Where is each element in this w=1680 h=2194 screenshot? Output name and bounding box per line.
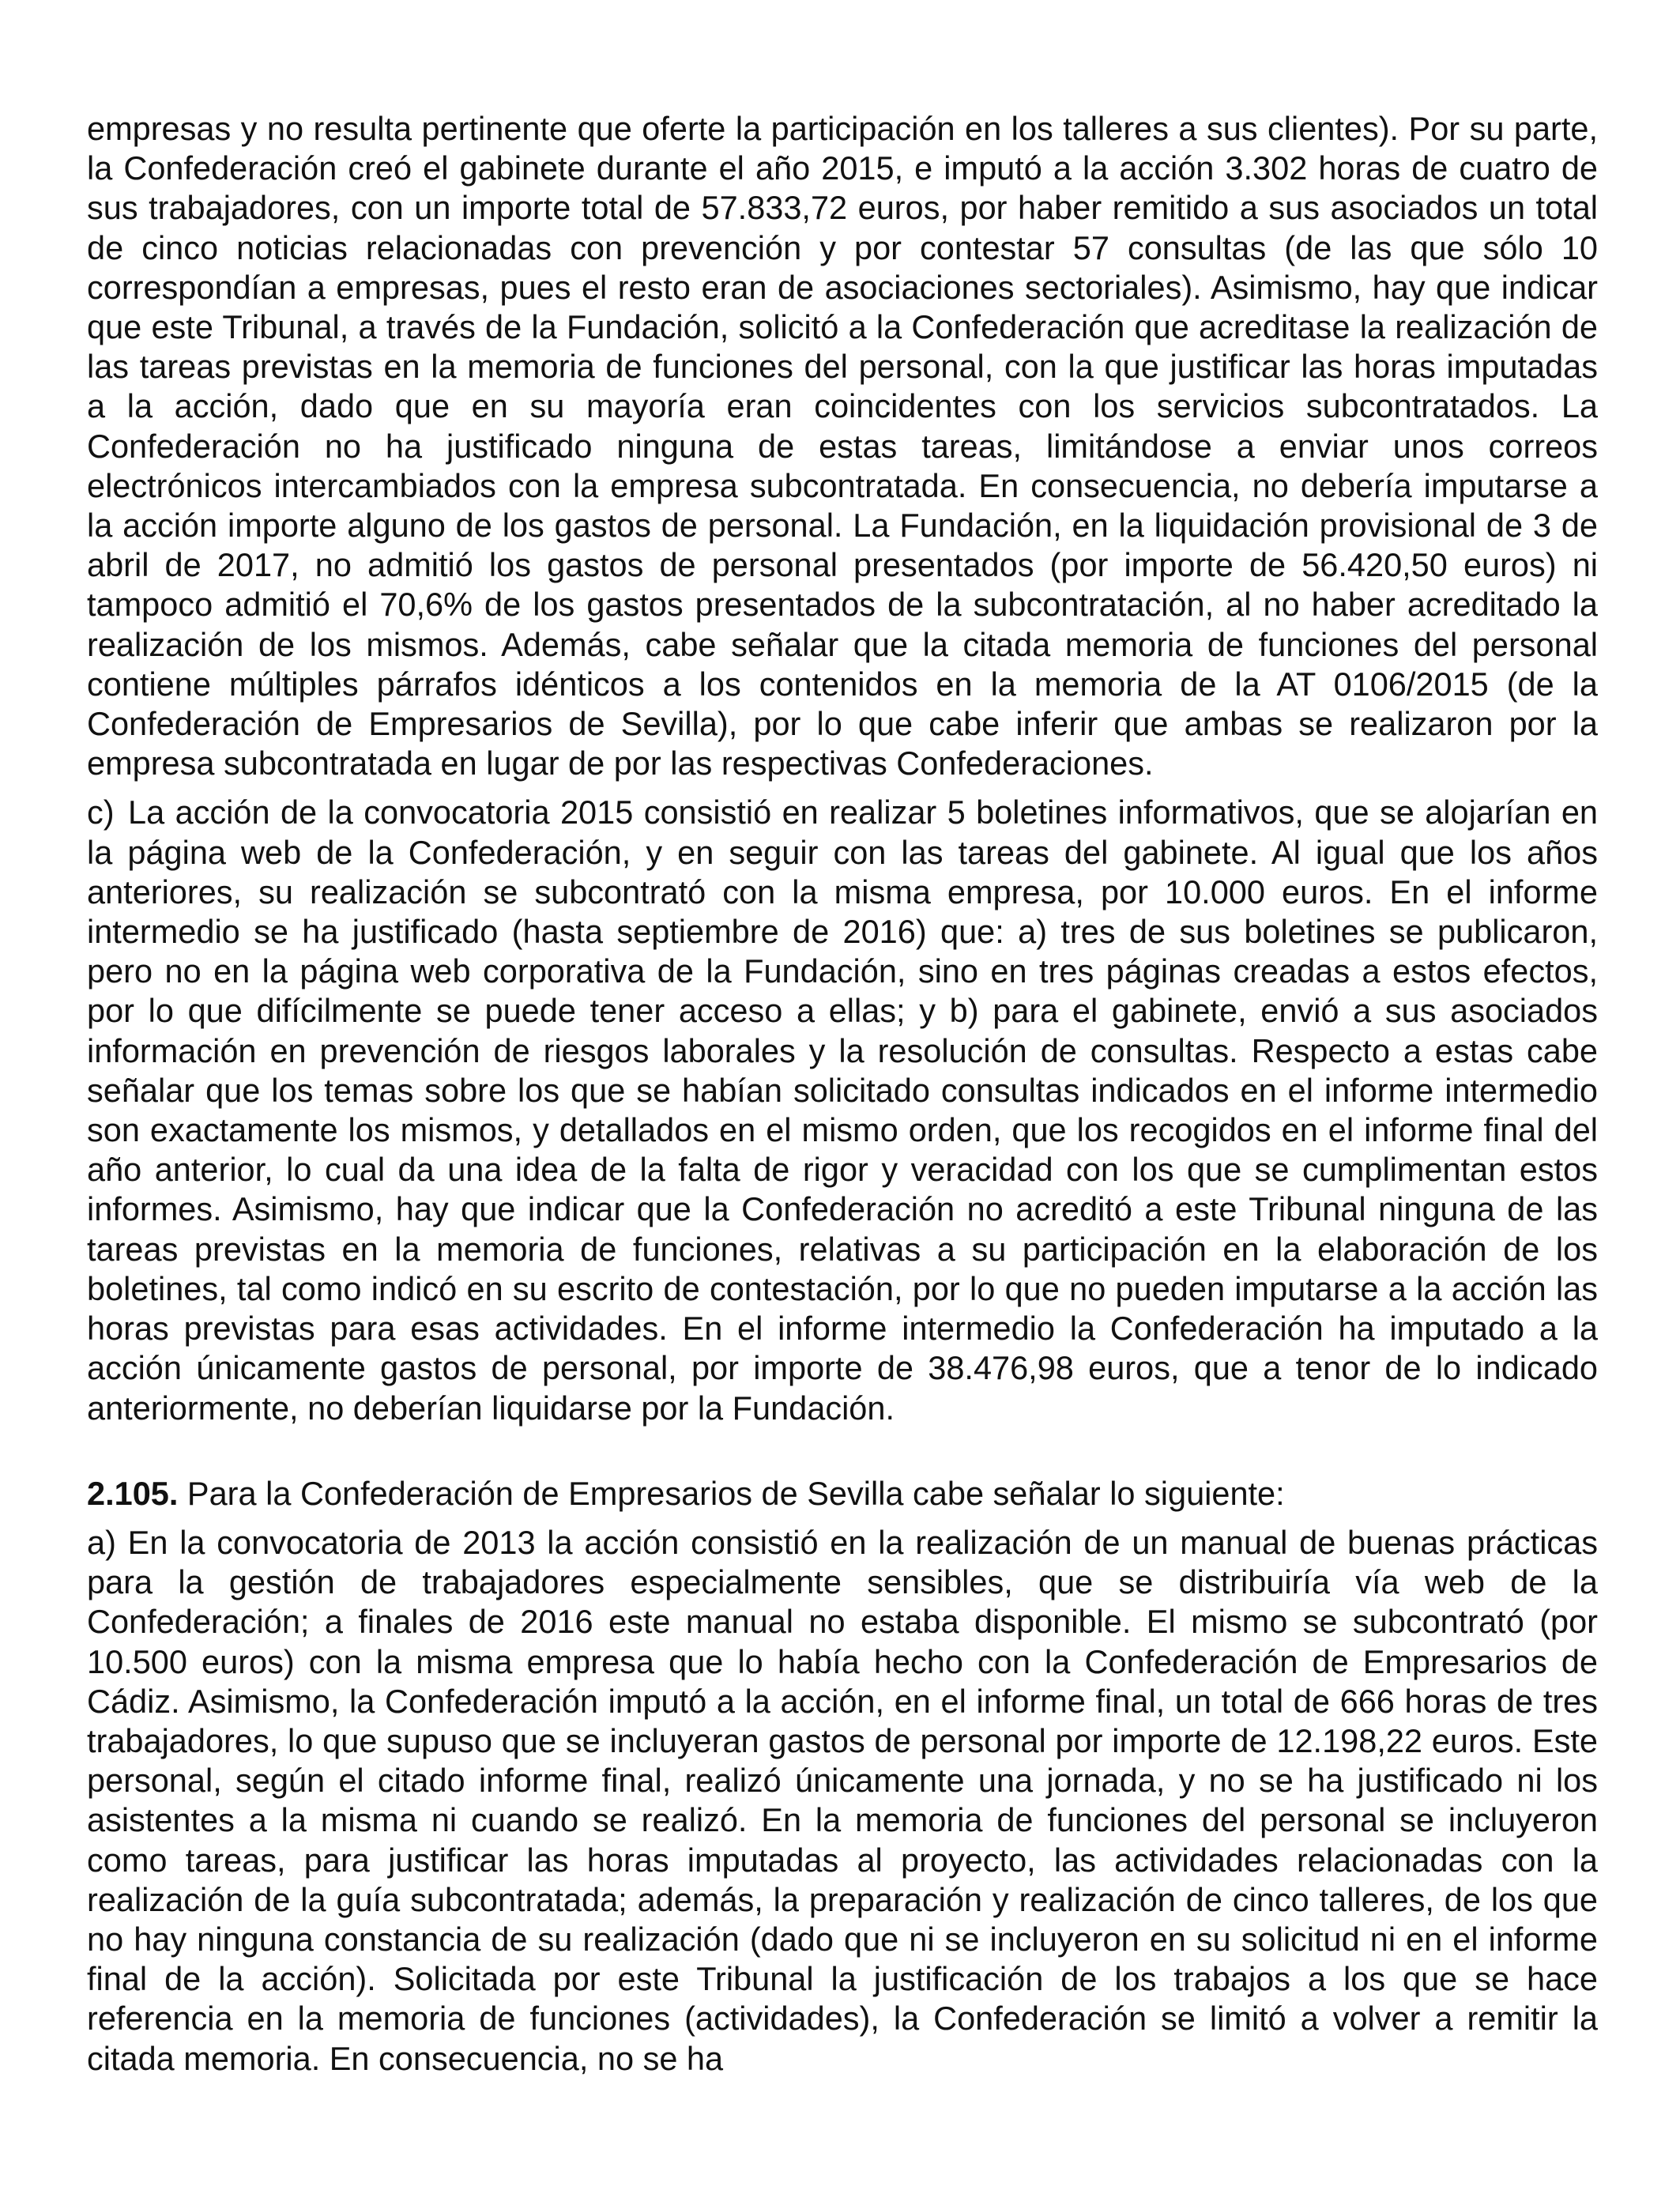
list-item-c-text: La acción de la convocatoria 2015 consistió en realizar 5 boletines informativos, que se alojarían en la página web de la Confederación, y en seguir con las tareas del gabinete. Al igual que los años anteriores, su realización se subcontrató con la misma empresa, por 10.000 euros. En el informe intermedio se ha justificado (hasta septiembre de 2016) que: a) tres de sus boletines se publicaron, pero no en la página web corporativa de la Fundación, sino en tres páginas creadas a estos efectos, por lo que difícilmente se puede tener acceso a ellas; y b) para el gabinete, envió a sus asociados información en prevención de riesgos laborales y la resolución de consultas. Respecto a estas cabe señalar que los temas sobre los que se habían solicitado consultas indicados en el informe intermedio son exactamente los mismos, y detallados en el mismo orden, que los recogidos en el informe final del año anterior, lo cual da una idea de la falta de rigor y veracidad con los que se cumplimentan estos informes. Asimismo, hay que indicar que la Confederación no acreditó a este Tribunal ninguna de las tareas previstas en la memoria de funciones, relativas a su participación en la elaboración de los boletines, tal como indicó en su escrito de contestación, por lo que no pueden imputarse a la acción las horas previstas para esas actividades. En el informe intermedio la Confederación ha imputado a la acción únicamente gastos de personal, por importe de 38.476,98 euros, que a tenor de lo indicado anteriormente, no deberían liquidarse por la Fundación. [87,794,1598,1427]
list-item-c [87,793,1598,1427]
list-item-c-label: c) [87,794,115,831]
section-intro-text: Para la Confederación de Empresarios de Sevilla cabe señalar lo siguiente: [186,1474,1285,1512]
paragraph-continuation: empresas y no resulta pertinente que oferte la participación en los talleres a sus clientes). Por su parte, la Confederación creó el gabinete durante el año 2015, e imputó a la acción 3.302 horas de cuatro de sus trabajadores, con un importe total de 57.833,72 euros, por haber remitido a sus asociados un total de cinco noticias relacionadas con prevención y por contestar 57 consultas (de las que sólo 10 correspondían a empresas, pues el resto eran de asociaciones sectoriales). Asimismo, hay que indicar que este Tribunal, a través de la Fundación, solicitó a la Confederación que acreditase la realización de las tareas previstas en la memoria de funciones del personal, con la que justificar las horas imputadas a la acción, dado que en su mayoría eran coincidentes con los servicios subcontratados. La Confederación no ha justificado ninguna de estas tareas, limitándose a enviar unos correos electrónicos intercambiados con la empresa subcontratada. En consecuencia, no debería imputarse a la acción importe alguno de los gastos de personal. La Fundación, en la liquidación provisional de 3 de abril de 2017, no admitió los gastos de personal presentados (por importe de 56.420,50 euros) ni tampoco admitió el 70,6% de los gastos presentados de la subcontratación, al no haber acreditado la realización de los mismos. Además, cabe señalar que la citada memoria de funciones del personal contiene múltiples párrafos idénticos a los contenidos en la memoria de la AT 0106/2015 (de la Confederación de Empresarios de Sevilla), por lo que cabe inferir que ambas se realizaron por la empresa subcontratada en lugar de por las respectivas Confederaciones. [87,110,1598,782]
list-item-a-label: a) [87,1523,116,1561]
section-number: 2.105. [87,1474,179,1512]
section-2-105-heading [87,1474,1598,1514]
list-item-a [87,1523,1598,2079]
document-page [87,109,1598,2079]
list-item-a-text: En la convocatoria de 2013 la acción consistió en la realización de un manual de buenas prácticas para la gestión de trabajadores especialmente sensibles, que se distribuiría vía web de la Confederación; a finales de 2016 este manual no estaba disponible. El mismo se subcontrató (por 10.500 euros) con la misma empresa que lo había hecho con la Confederación de Empresarios de Cádiz. Asimismo, la Confederación imputó a la acción, en el informe final, un total de 666 horas de tres trabajadores, lo que supuso que se incluyeran gastos de personal por importe de 12.198,22 euros. Este personal, según el citado informe final, realizó únicamente una jornada, y no se ha justificado ni los asistentes a la misma ni cuando se realizó. En la memoria de funciones del personal se incluyeron como tareas, para justificar las horas imputadas al proyecto, las actividades relacionadas con la realización de la guía subcontratada; además, la preparación y realización de cinco talleres, de los que no hay ninguna constancia de su realización (dado que ni se incluyeron en su solicitud ni en el informe final de la acción). Solicitada por este Tribunal la justificación de los trabajos a los que se hace referencia en la memoria de funciones (actividades), la Confederación se limitó a volver a remitir la citada memoria. En consecuencia, no se ha [87,1523,1598,2077]
